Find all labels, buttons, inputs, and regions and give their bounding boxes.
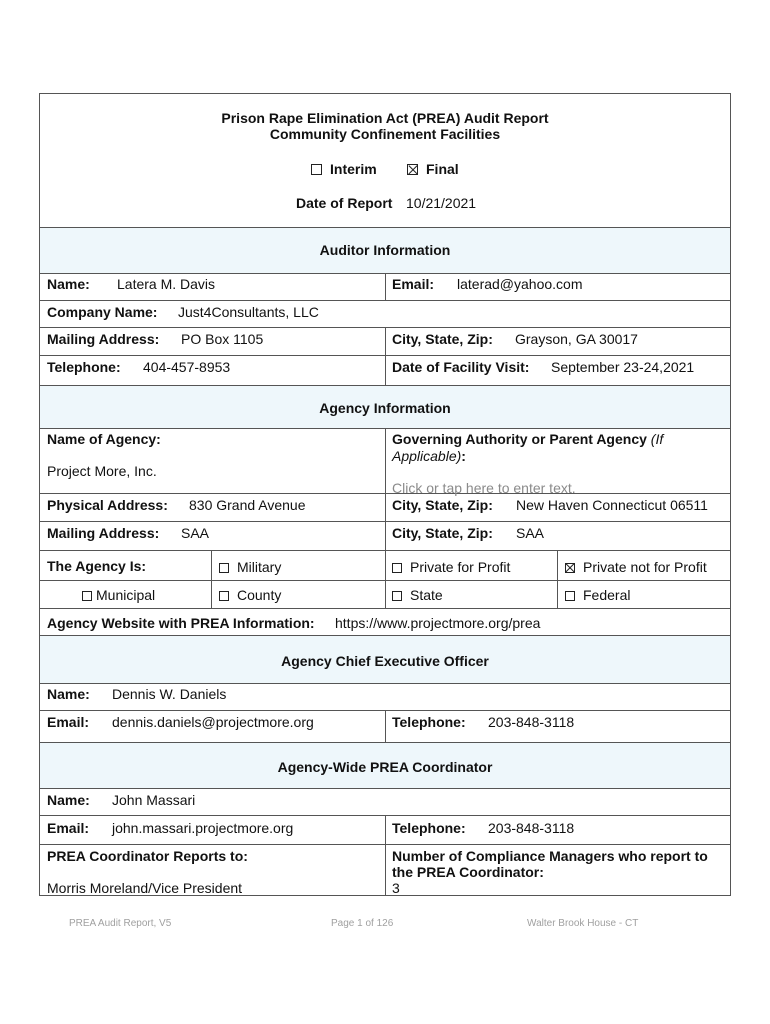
governing-authority-label: Governing Authority or Parent Agency (If (392, 431, 664, 447)
agency-is-label: The Agency Is: (47, 558, 147, 574)
final-checkbox-checked-icon[interactable] (407, 164, 418, 175)
footer-report-version: PREA Audit Report, V5 (69, 918, 172, 929)
municipal-checkbox-icon[interactable] (82, 591, 92, 601)
auditor-mailing-label: Mailing Address: (47, 331, 160, 347)
footer-page-number: Page 1 of 126 (331, 918, 394, 929)
company-name-label: Company Name: (47, 304, 158, 320)
agency-name-value[interactable]: Project More, Inc. (47, 463, 157, 479)
auditor-email-label: Email: (392, 276, 435, 292)
final-option[interactable] (407, 161, 459, 178)
column-rule (385, 428, 386, 608)
agency-csz-label: City, State, Zip: (392, 497, 493, 513)
reports-to-value[interactable]: Morris Moreland/Vice President (47, 880, 243, 896)
rule (39, 385, 731, 386)
agency-csz2-label: City, State, Zip: (392, 525, 493, 541)
coordinator-phone-value[interactable]: 203-848-3118 (488, 820, 575, 836)
report-subtitle: Community Confinement Facilities (269, 126, 501, 142)
agency-csz2-value[interactable]: SAA (516, 525, 545, 541)
option-municipal[interactable]: Municipal (82, 587, 155, 604)
ceo-email-value[interactable]: dennis.daniels@projectmore.org (112, 714, 314, 730)
auditor-section-title: Auditor Information (319, 242, 451, 258)
governing-authority-placeholder[interactable]: Click or tap here to enter text. (392, 480, 576, 496)
final-label: Final (426, 161, 459, 177)
auditor-mailing-value[interactable]: PO Box 1105 (181, 331, 264, 347)
ceo-phone-label: Telephone: (392, 714, 466, 730)
physical-address-label: Physical Address: (47, 497, 168, 513)
column-rule (385, 710, 386, 742)
column-rule (385, 273, 386, 300)
interim-checkbox-icon[interactable] (311, 164, 322, 175)
agency-mailing-value[interactable]: SAA (181, 525, 210, 541)
rule (39, 683, 731, 684)
agency-website-value[interactable]: https://www.projectmore.org/prea (335, 615, 541, 631)
physical-address-value[interactable]: 830 Grand Avenue (189, 497, 306, 513)
interim-option[interactable] (311, 161, 377, 178)
option-private-not-for-profit[interactable]: Private not for Profit (565, 559, 707, 576)
rule (39, 300, 731, 301)
rule (39, 788, 731, 789)
option-private-for-profit[interactable]: Private for Profit (392, 559, 510, 576)
ceo-email-label: Email: (47, 714, 90, 730)
rule (39, 635, 731, 636)
facility-visit-value[interactable]: September 23-24,2021 (551, 359, 695, 375)
agency-csz-value[interactable]: New Haven Connecticut 06511 (516, 497, 708, 513)
auditor-email-value[interactable]: laterad@yahoo.com (457, 276, 583, 292)
option-state[interactable]: State (392, 587, 443, 604)
agency-name-label: Name of Agency: (47, 431, 161, 447)
date-of-report-label: Date of Report (296, 195, 393, 211)
auditor-csz-value[interactable]: Grayson, GA 30017 (515, 331, 638, 347)
ceo-name-label: Name: (47, 686, 90, 702)
private-not-for-profit-checkbox-checked-icon[interactable] (565, 563, 575, 573)
auditor-name-value[interactable]: Latera M. Davis (117, 276, 216, 292)
state-checkbox-icon[interactable] (392, 591, 402, 601)
auditor-csz-label: City, State, Zip: (392, 331, 493, 347)
agency-mailing-label: Mailing Address: (47, 525, 160, 541)
auditor-name-label: Name: (47, 276, 90, 292)
coordinator-phone-label: Telephone: (392, 820, 466, 836)
rule (39, 227, 731, 228)
agency-section-title: Agency Information (319, 400, 451, 416)
company-name-value[interactable]: Just4Consultants, LLC (178, 304, 319, 320)
county-checkbox-icon[interactable] (219, 591, 229, 601)
private-for-profit-checkbox-icon[interactable] (392, 563, 402, 573)
column-rule (385, 815, 386, 896)
compliance-managers-label: Number of Compliance Managers who report to (392, 848, 708, 864)
reports-to-label: PREA Coordinator Reports to: (47, 848, 248, 864)
compliance-managers-label-cont: the PREA Coordinator: (392, 864, 544, 880)
rule (39, 608, 731, 609)
column-rule (385, 327, 386, 385)
interim-label: Interim (330, 161, 377, 177)
military-checkbox-icon[interactable] (219, 563, 229, 573)
option-federal[interactable]: Federal (565, 587, 630, 604)
rule (39, 742, 731, 743)
ceo-name-value[interactable]: Dennis W. Daniels (112, 686, 227, 702)
auditor-phone-label: Telephone: (47, 359, 121, 375)
governing-authority-label-cont: Applicable): (392, 448, 466, 464)
agency-website-label: Agency Website with PREA Information: (47, 615, 315, 631)
compliance-managers-value[interactable]: 3 (392, 880, 400, 896)
option-military[interactable]: Military (219, 559, 281, 576)
report-title: Prison Rape Elimination Act (PREA) Audit Report (221, 110, 549, 126)
ceo-phone-value[interactable]: 203-848-3118 (488, 714, 575, 730)
coordinator-email-value[interactable]: john.massari.projectmore.org (112, 820, 294, 836)
option-county[interactable]: County (219, 587, 281, 604)
federal-checkbox-icon[interactable] (565, 591, 575, 601)
column-rule (211, 550, 212, 608)
coordinator-section-title: Agency-Wide PREA Coordinator (277, 759, 493, 775)
auditor-phone-value[interactable]: 404-457-8953 (143, 359, 231, 375)
coordinator-email-label: Email: (47, 820, 90, 836)
date-of-report-value[interactable]: 10/21/2021 (406, 195, 477, 211)
coordinator-name-label: Name: (47, 792, 90, 808)
ceo-section-title: Agency Chief Executive Officer (281, 653, 489, 669)
footer-facility-name: Walter Brook House - CT (527, 918, 639, 929)
facility-visit-label: Date of Facility Visit: (392, 359, 530, 375)
coordinator-name-value[interactable]: John Massari (112, 792, 196, 808)
column-rule (557, 550, 558, 608)
